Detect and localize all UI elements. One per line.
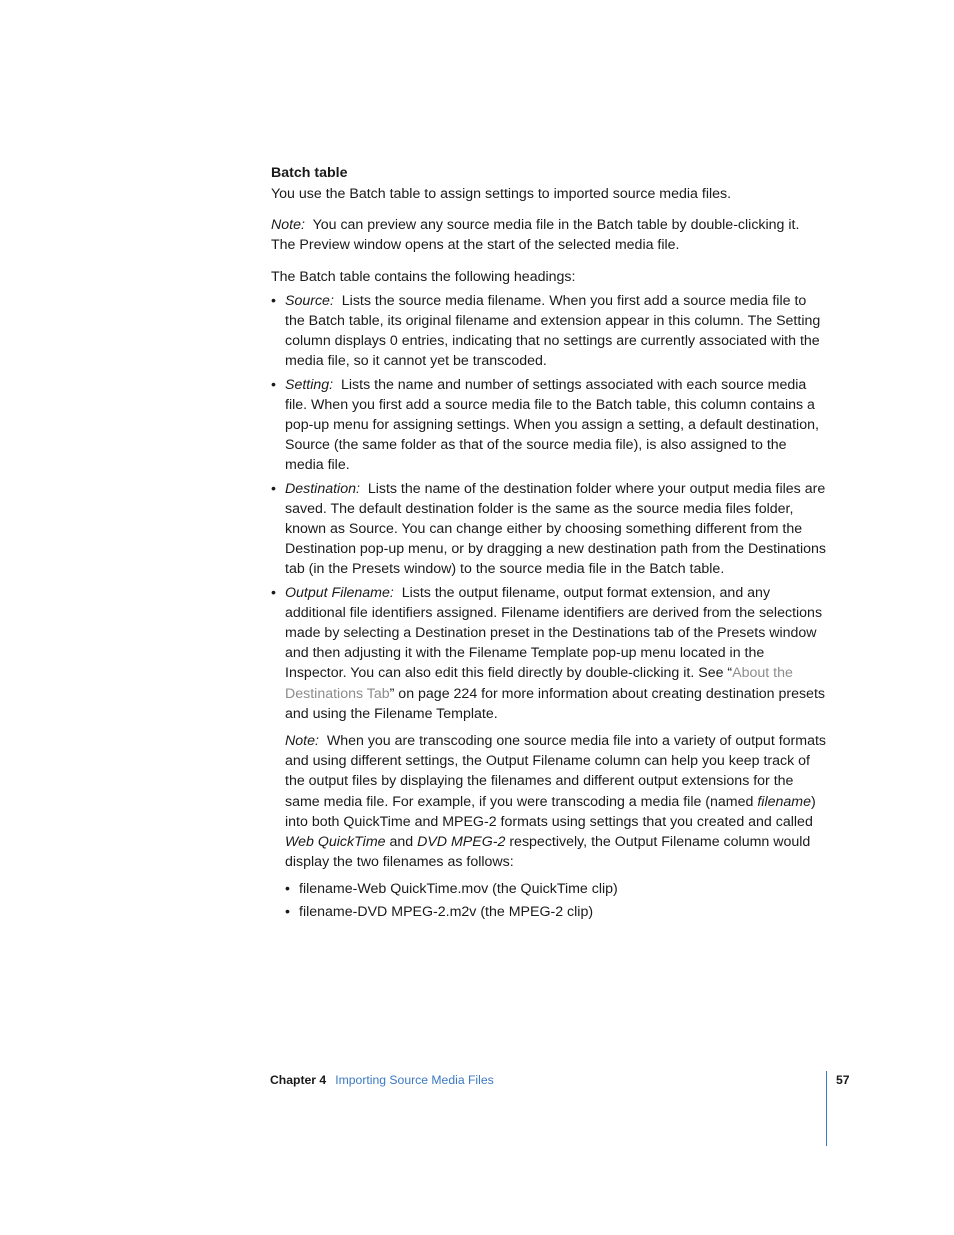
sub-note-text-2: ) into both QuickTime and MPEG-2 formats using settings that you created and called bbox=[285, 793, 816, 830]
destinations-tab-link[interactable]: About the Destinations Tab bbox=[285, 665, 793, 702]
sub-note-italic-filename: filename bbox=[757, 793, 811, 810]
section-intro: You use the Batch table to assign settings to imported source media files. bbox=[271, 186, 732, 202]
description-setting: Lists the name and number of settings associated with each source media file. When you first add a source media file to the Batch table, this column contains a pop-up menu for assigning settings. When you assign a setting, a default destination, Source (the same folder as that of the source media file), is also assigned to the media file. bbox=[285, 376, 819, 474]
sub-note-text-4: respectively, the Output Filename column would display the two filenames as follows: bbox=[285, 834, 811, 871]
page-number: 57 bbox=[836, 1073, 850, 1087]
headings-intro: The Batch table contains the following headings: bbox=[271, 268, 576, 285]
term-setting: Setting: bbox=[285, 376, 334, 393]
chapter-label: Chapter 4 bbox=[270, 1073, 327, 1087]
term-source: Source: bbox=[285, 292, 334, 309]
list-item-source bbox=[271, 291, 827, 372]
term-output-filename: Output Filename: bbox=[285, 584, 394, 601]
description-output-filename-end: ” on page 224 for more information about creating destination presets and using the Filename Template. bbox=[285, 685, 825, 722]
sub-note-text-1: When you are transcoding one source media file into a variety of output formats and using different settings, the Output Filename column can help you keep track of the output files by displaying the filenames and different output extensions for the same media file. For example, if you were transcoding a media file (named bbox=[285, 733, 827, 810]
preview-note bbox=[271, 215, 827, 255]
sub-note-italic-dvd-mpeg2: DVD MPEG-2 bbox=[417, 834, 506, 851]
sub-note-label: Note: bbox=[285, 733, 319, 750]
sub-note-text-3: and bbox=[385, 834, 418, 851]
footer-divider bbox=[826, 1071, 827, 1146]
example-item: • filename-Web QuickTime.mov (the QuickTime clip) bbox=[285, 879, 827, 899]
list-item-output-filename bbox=[271, 583, 827, 922]
list-item-destination bbox=[271, 479, 827, 580]
note-label: Note: bbox=[271, 217, 305, 234]
note-text: You can preview any source media file in the Batch table by double-clicking it. The Preview window opens at the start of the selected media file. bbox=[271, 217, 800, 254]
description-destination: Lists the name of the destination folder where your output media files are saved. The default destination folder is the same as the source media files folder, known as Source. You can change either by choosing something different from the Destination pop-up menu, or by dragging a new destination path from the Destinations tab (in the Presets window) to the source media file in the Batch table. bbox=[285, 480, 827, 578]
description-output-filename: Lists the output filename, output format extension, and any additional file identifiers assigned. Filename identifiers are derived from the selections made by selecting a Destination preset in the Destinations tab of the Presets window and then adjusting it with the Filename Template pop-up menu located in the Inspector. You can also edit this field directly by double-clicking it. See “ bbox=[285, 584, 823, 682]
term-destination: Destination: bbox=[285, 480, 360, 497]
headings-list bbox=[271, 291, 827, 922]
section-heading: Batch table bbox=[271, 165, 348, 181]
page-footer bbox=[270, 1071, 494, 1089]
filename-examples-list bbox=[285, 879, 827, 922]
chapter-title-link[interactable]: Importing Source Media Files bbox=[335, 1073, 494, 1087]
output-filename-note bbox=[285, 731, 827, 872]
example-item: • filename-DVD MPEG-2.m2v (the MPEG-2 clip) bbox=[285, 902, 827, 922]
list-item-setting bbox=[271, 375, 827, 476]
page-content bbox=[271, 163, 827, 925]
sub-note-italic-web-quicktime: Web QuickTime bbox=[285, 834, 386, 851]
description-source: Lists the source media filename. When you first add a source media file to the Batch table, its original filename and extension appear in this column. The Setting column displays 0 entries, indicating that no settings are currently associated with the media file, so it cannot yet be transcoded. bbox=[285, 292, 821, 370]
